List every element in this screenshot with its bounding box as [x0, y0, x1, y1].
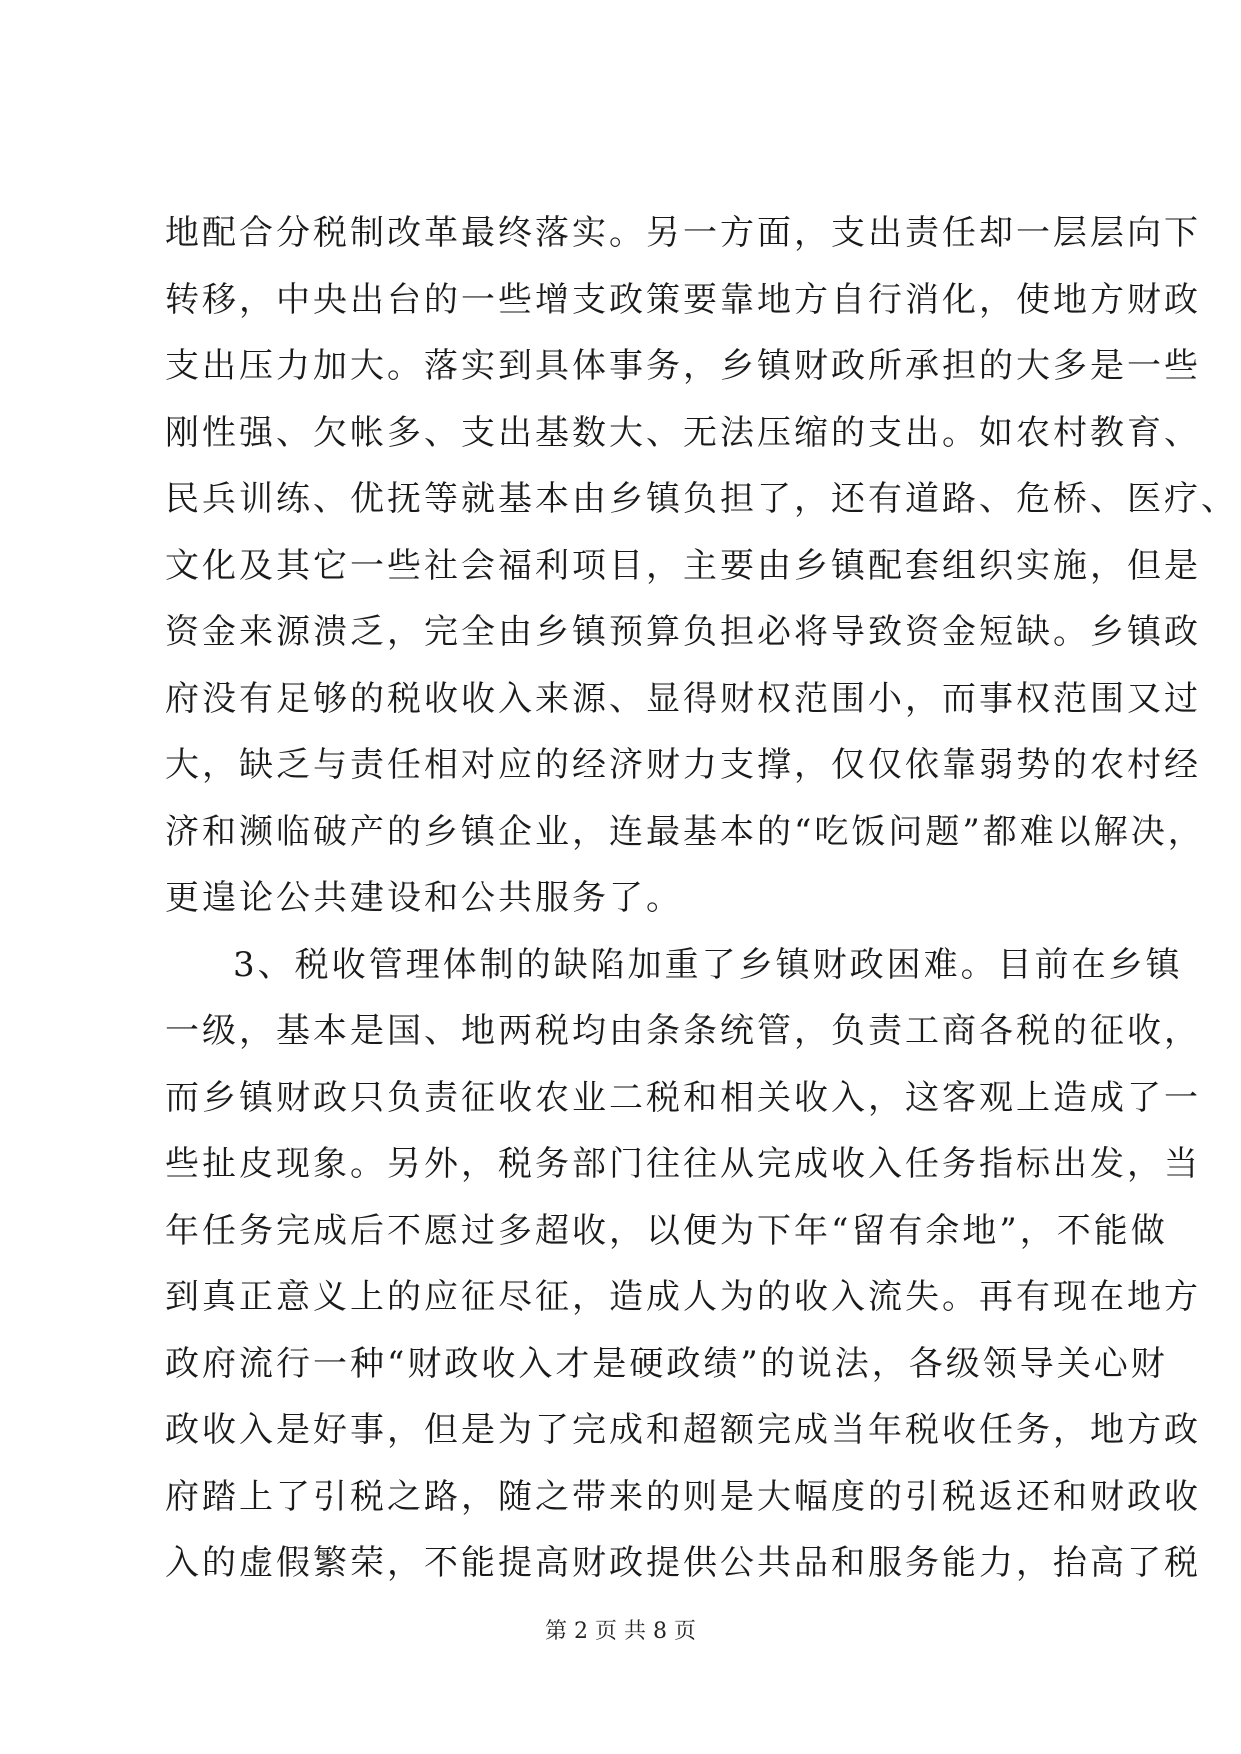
text-line: 而乡镇财政只负责征收农业二税和相关收入，这客观上造成了一	[165, 1077, 1201, 1118]
text-line: 些扯皮现象。另外，税务部门往往从完成收入任务指标出发，当	[165, 1144, 1201, 1184]
page-footer: 第 2 页 共 8 页	[545, 1619, 696, 1644]
text-line: 更遑论公共建设和公共服务了。	[165, 878, 683, 918]
text-line: 文化及其它一些社会福利项目，主要由乡镇配套组织实施，但是	[165, 545, 1201, 586]
text-line: 大，缺乏与责任相对应的经济财力支撑，仅仅依靠弱势的农村经	[165, 745, 1201, 785]
text-line: 政府流行一种“财政收入才是硬政绩”的说法，各级领导关心财	[165, 1343, 1168, 1384]
text-line: 民兵训练、优抚等就基本由乡镇负担了，还有道路、危桥、医疗、	[165, 479, 1238, 519]
text-line: 一级，基本是国、地两税均由条条统管，负责工商各税的征收，	[165, 1011, 1201, 1051]
text-line: 年任务完成后不愿过多超收，以便为下年“留有余地”，不能做	[165, 1210, 1168, 1251]
text-line: 刚性强、欠帐多、支出基数大、无法压缩的支出。如农村教育、	[165, 412, 1201, 453]
text-line: 地配合分税制改革最终落实。另一方面，支出责任却一层层向下	[165, 213, 1201, 253]
text-line: 资金来源溃乏，完全由乡镇预算负担必将导致资金短缺。乡镇政	[165, 612, 1201, 652]
text-line: 到真正意义上的应征尽征，造成人为的收入流失。再有现在地方	[165, 1277, 1201, 1317]
text-line: 支出压力加大。落实到具体事务，乡镇财政所承担的大多是一些	[165, 346, 1201, 386]
body-text	[165, 200, 1238, 1597]
text-line: 府没有足够的税收收入来源、显得财权范围小，而事权范围又过	[165, 678, 1201, 719]
text-line: 济和濒临破产的乡镇企业，连最基本的“吃饭问题”都难以解决，	[165, 811, 1205, 852]
text-line: 入的虚假繁荣，不能提高财政提供公共品和服务能力，抬高了税	[165, 1543, 1201, 1583]
text-line: 政收入是好事，但是为了完成和超额完成当年税收任务，地方政	[165, 1410, 1201, 1450]
text-line: 府踏上了引税之路，随之带来的则是大幅度的引税返还和财政收	[165, 1476, 1201, 1517]
text-line: 转移，中央出台的一些增支政策要靠地方自行消化，使地方财政	[165, 279, 1201, 320]
paragraph-first-line: 3、税收管理体制的缺陷加重了乡镇财政困难。目前在乡镇	[233, 944, 1183, 985]
